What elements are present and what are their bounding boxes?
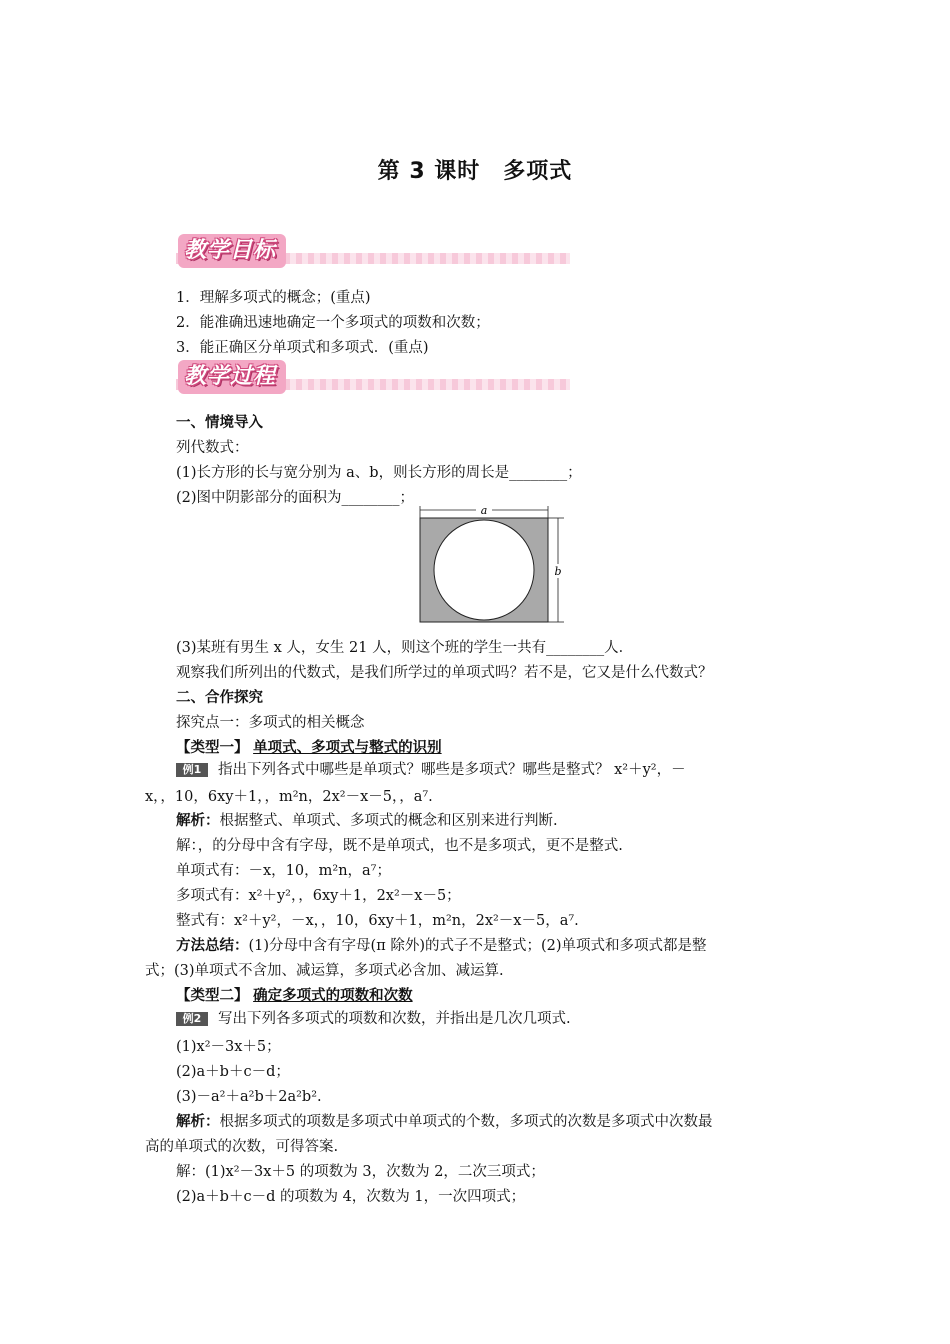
example-2-item-1: (1)x²－3x＋5； xyxy=(176,1039,281,1055)
question-3: (3)某班有男生 x 人，女生 21 人，则这个班的学生一共有________人． xyxy=(176,640,634,656)
solution-1-line-1: 解：，的分母中含有字母，既不是单项式，也不是多项式，更不是整式. xyxy=(176,838,623,854)
solution-2-line-1: 解：(1)x²－3x＋5 的项数为 3，次数为 2，二次三项式； xyxy=(176,1164,545,1180)
banner-teaching-goals xyxy=(176,234,570,270)
example-2-item-2: (2)a＋b＋c－d； xyxy=(176,1064,290,1080)
section-heading-intro: 一、情境导入 xyxy=(176,415,263,431)
solution-2-line-2: (2)a＋b＋c－d 的项数为 4，次数为 1，一次四项式； xyxy=(176,1189,526,1205)
question-2: (2)图中阴影部分的面积为________； xyxy=(176,490,415,506)
type-2-title: 确定多项式的项数和次数 xyxy=(253,988,413,1004)
analysis-1-label: 解析： xyxy=(176,813,220,829)
example-1-line-2: x，，10，6xy＋1，，m²n，2x²－x－5，，a⁷. xyxy=(145,789,433,805)
shaded-rectangle-figure xyxy=(418,506,568,624)
type-1-tag: 【类型一】 xyxy=(176,740,249,756)
example-1-badge: 例1 xyxy=(176,763,208,777)
banner-teaching-process xyxy=(176,360,570,396)
type-2-heading xyxy=(176,986,413,1006)
goal-item-3: 3．能正确区分单项式和多项式．(重点) xyxy=(176,340,429,356)
section-heading-explore: 二、合作探究 xyxy=(176,690,263,706)
analysis-2-line-1 xyxy=(176,1112,713,1132)
goal-item-2: 2．能准确迅速地确定一个多项式的项数和次数； xyxy=(176,315,490,331)
page-title: 第 3 课时 多项式 xyxy=(377,159,573,184)
example-2-item-3: (3)－a²＋a²b＋2a²b². xyxy=(176,1089,322,1105)
method-summary-line-2: 式；(3)单项式不含加、减运算，多项式必含加、减运算. xyxy=(145,963,504,979)
type-1-title: 单项式、多项式与整式的识别 xyxy=(253,740,442,756)
analysis-2-line-2: 高的单项式的次数，可得答案. xyxy=(145,1139,339,1155)
observe-text: 观察我们所列出的代数式，是我们所学过的单项式吗？若不是，它又是什么代数式？ xyxy=(176,665,713,681)
analysis-1-text: 根据整式、单项式、多项式的概念和区别来进行判断. xyxy=(219,813,558,829)
label-b: b xyxy=(554,565,562,578)
goal-item-1: 1．理解多项式的概念；(重点) xyxy=(176,290,371,306)
figure-circle xyxy=(434,520,534,620)
type-1-heading xyxy=(176,738,442,758)
type-2-tag: 【类型二】 xyxy=(176,988,249,1004)
banner-label: 教学目标 xyxy=(178,234,286,268)
example-1-text: 指出下列各式中哪些是单项式？哪些是多项式？哪些是整式？ x²＋y²，－ xyxy=(218,762,686,778)
solution-1-line-3: 多项式有：x²＋y²，，6xy＋1，2x²－x－5； xyxy=(176,888,461,904)
intro-text: 列代数式： xyxy=(176,440,249,456)
explore-point-1: 探究点一：多项式的相关概念 xyxy=(176,715,365,731)
analysis-2-text: 根据多项式的项数是多项式中单项式的个数，多项式的次数是多项式中次数最 xyxy=(219,1114,713,1130)
analysis-2-label: 解析： xyxy=(176,1114,220,1130)
example-2-badge: 例2 xyxy=(176,1012,208,1026)
question-1: (1)长方形的长与宽分别为 a、b，则长方形的周长是________； xyxy=(176,465,582,481)
label-a: a xyxy=(480,506,488,517)
solution-1-line-4: 整式有：x²＋y²，－x，，10，6xy＋1，m²n，2x²－x－5，a⁷. xyxy=(176,913,579,929)
method-summary-label: 方法总结： xyxy=(176,938,249,954)
solution-1-line-2: 单项式有：－x，10，m²n，a⁷； xyxy=(176,863,391,879)
analysis-1 xyxy=(176,811,558,831)
example-2-text: 写出下列各多项式的项数和次数，并指出是几次几项式. xyxy=(218,1011,571,1027)
example-1-line-1 xyxy=(176,760,686,780)
method-summary-text: (1)分母中含有字母(π 除外)的式子不是整式；(2)单项式和多项式都是整 xyxy=(248,938,707,954)
method-summary-line-1 xyxy=(176,936,707,956)
banner-label: 教学过程 xyxy=(178,360,286,394)
example-2-line xyxy=(176,1009,571,1029)
